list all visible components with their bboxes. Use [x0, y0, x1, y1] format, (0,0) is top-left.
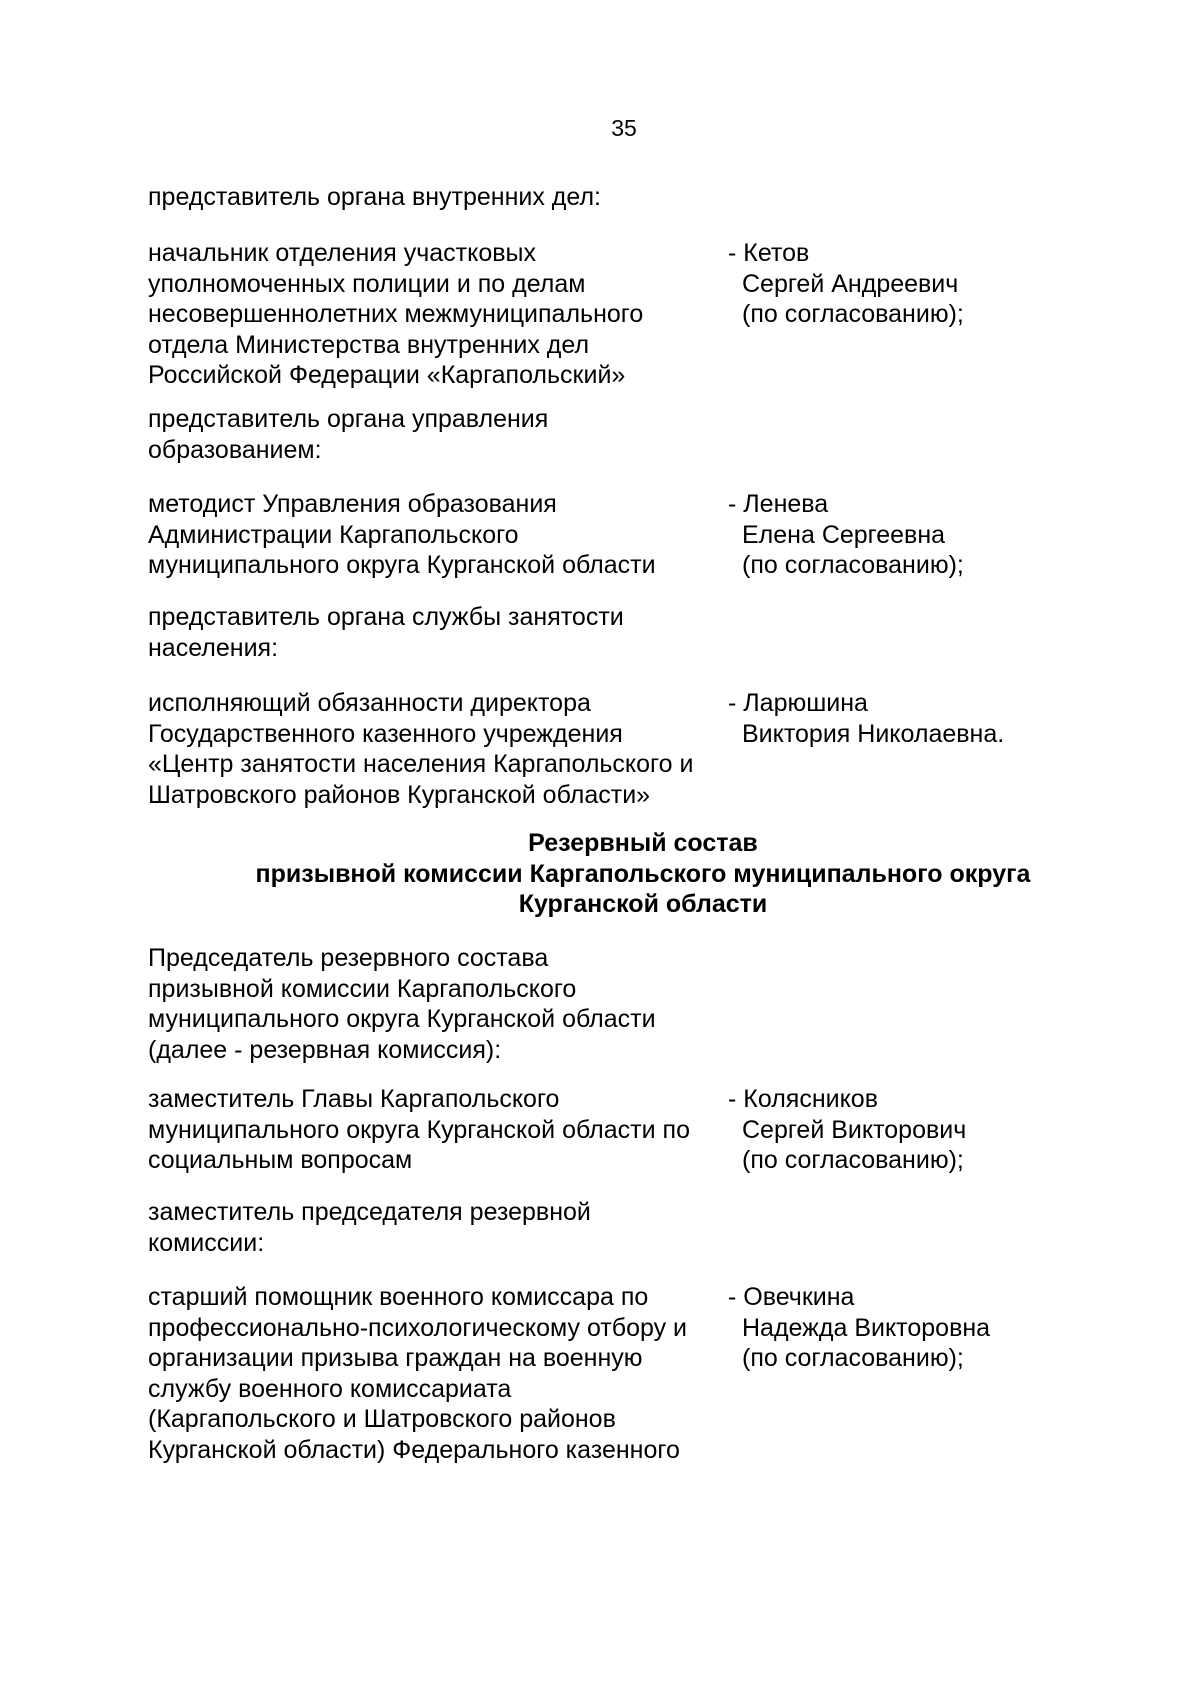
position-line: несовершеннолетних межмуниципального	[148, 300, 644, 328]
position-line: Курганской области) Федерального казенного	[148, 1435, 680, 1464]
member-name-line: - Ларюшина	[728, 689, 868, 717]
member-name-line: (по согласованию);	[742, 551, 964, 579]
member-employment	[148, 688, 1108, 810]
section-label: представитель органа внутренних дел:	[148, 183, 602, 211]
section-label: населения:	[148, 633, 279, 662]
position-line: Администрации Каргапольского	[148, 520, 519, 549]
member-name-line: Сергей Андреевич	[742, 269, 959, 298]
position-line: социальным вопросам	[148, 1146, 413, 1174]
member-internal-affairs	[148, 238, 1108, 391]
section-reserve-chair	[148, 943, 1108, 1065]
section-label: заместитель председателя резервной	[148, 1198, 591, 1226]
position-line: муниципального округа Курганской области	[148, 551, 656, 579]
position-line: организации призыва граждан на военную	[148, 1344, 643, 1372]
section-reserve-deputy	[148, 1197, 1108, 1258]
section-label: образованием:	[148, 435, 322, 464]
heading-line: Курганской области	[518, 890, 768, 918]
position-line: отдела Министерства внутренних дел	[148, 330, 590, 359]
reserve-heading	[148, 828, 1138, 920]
section-employment	[148, 602, 1108, 663]
position-line: Шатровского районов Курганской области»	[148, 780, 651, 809]
page-number: 35	[611, 115, 637, 141]
member-name-line: (по согласованию);	[742, 300, 964, 328]
member-name-line: Виктория Николаевна.	[742, 719, 1005, 748]
position-line: муниципального округа Курганской области по	[148, 1115, 690, 1144]
position-line: методист Управления образования	[148, 490, 557, 518]
section-label: (далее - резервная комиссия):	[148, 1035, 502, 1064]
member-name-line: Надежда Викторовна	[742, 1313, 991, 1342]
section-label: призывной комиссии Каргапольского	[148, 974, 577, 1003]
section-education	[148, 404, 1108, 465]
member-name-line: - Ленева	[728, 490, 829, 518]
member-name-line: (по согласованию);	[742, 1344, 964, 1372]
member-name-line: Елена Сергеевна	[742, 520, 946, 549]
section-label: представитель органа службы занятости	[148, 603, 624, 631]
position-line: исполняющий обязанности директора	[148, 689, 591, 717]
heading-line: призывной комиссии Каргапольского муниципального округа	[255, 859, 1031, 888]
member-name-line: - Колясников	[728, 1085, 878, 1113]
position-line: Государственного казенного учреждения	[148, 719, 623, 748]
position-line: (Каргапольского и Шатровского районов	[148, 1405, 616, 1433]
heading-line: Резервный состав	[528, 829, 758, 857]
member-education	[148, 489, 1108, 581]
position-line: «Центр занятости населения Каргапольского и	[148, 750, 694, 778]
position-line: Российской Федерации «Каргапольский»	[148, 361, 626, 389]
section-label: муниципального округа Курганской области	[148, 1005, 656, 1033]
member-name-line: - Овечкина	[728, 1283, 855, 1311]
section-label: представитель органа управления	[148, 405, 549, 433]
member-name-line: Сергей Викторович	[742, 1115, 967, 1144]
position-line: уполномоченных полиции и по делам	[148, 269, 586, 298]
member-name-line: - Кетов	[728, 239, 810, 267]
member-reserve-deputy	[148, 1282, 1108, 1465]
position-line: профессионально-психологическому отбору и	[148, 1313, 688, 1342]
member-name-line: (по согласованию);	[742, 1146, 964, 1174]
member-reserve-chair	[148, 1084, 1108, 1176]
section-label: Председатель резервного состава	[148, 944, 549, 972]
position-line: начальник отделения участковых	[148, 239, 536, 267]
position-line: заместитель Главы Каргапольского	[148, 1085, 560, 1113]
position-line: службу военного комиссариата	[148, 1374, 512, 1403]
section-internal-affairs	[148, 182, 1108, 213]
section-label: комиссии:	[148, 1228, 265, 1257]
position-line: старший помощник военного комиссара по	[148, 1283, 649, 1311]
